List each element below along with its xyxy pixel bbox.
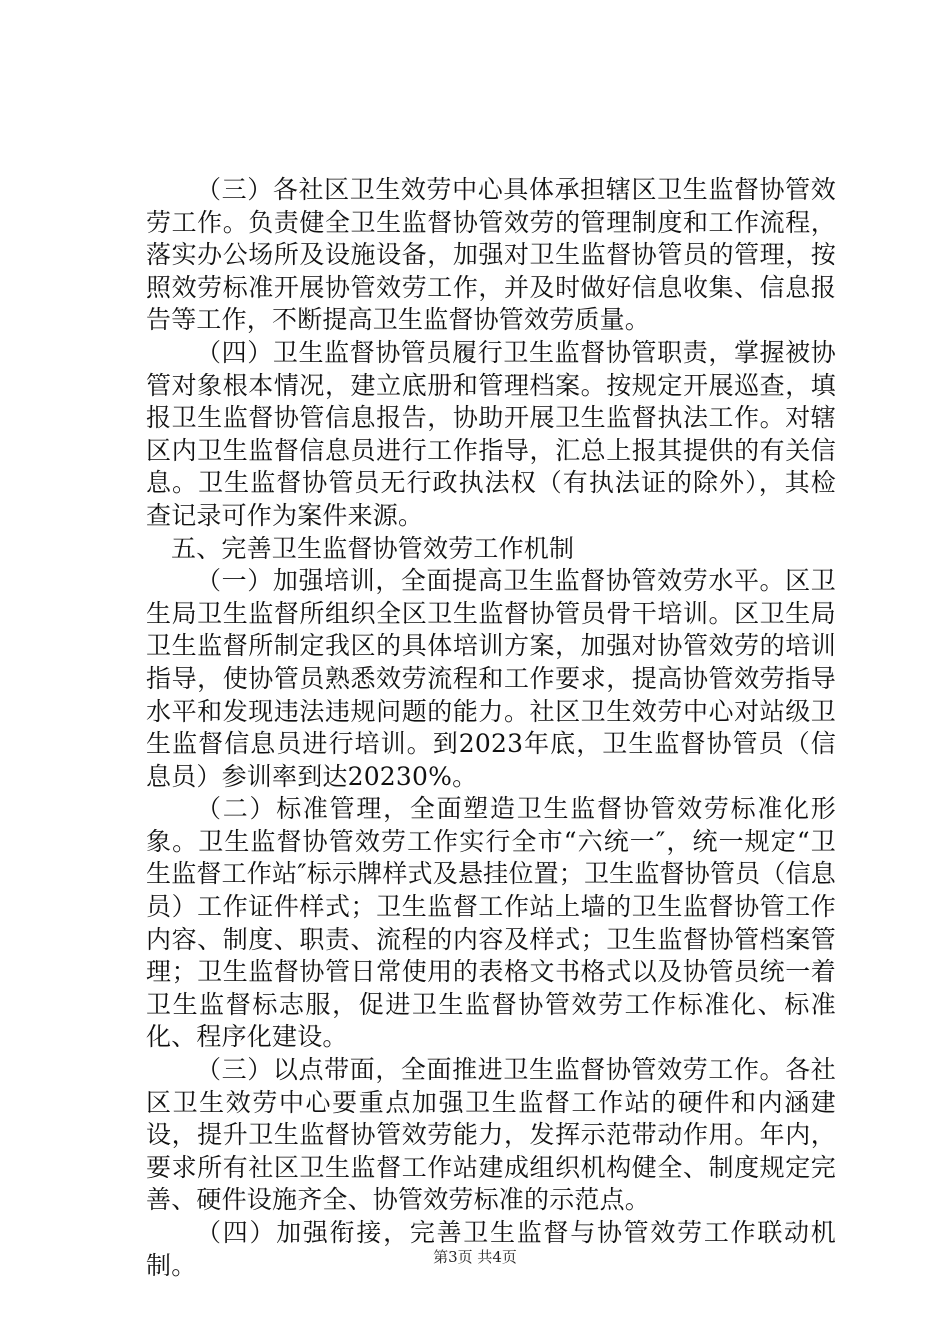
page-footer [0, 1247, 950, 1267]
page-number: 第3页 共4页 [433, 1248, 517, 1266]
paragraph-community-center-duties: （三）各社区卫生效劳中心具体承担辖区卫生监督协管效劳工作。负责健全卫生监督协管效劳的管理制度和工作流程，落实办公场所及设施设备，加强对卫生监督协管员的管理，按照效劳标准开展协管效劳工作，并及时做好信息收集、信息报告等工作，不断提高卫生监督协管效劳质量。 [146, 175, 836, 335]
paragraph-demonstration: （三）以点带面，全面推进卫生监督协管效劳工作。各社区卫生效劳中心要重点加强卫生监督工作站的硬件和内涵建设，提升卫生监督协管效劳能力，发挥示范带动作用。年内，要求所有社区卫生监督工作站建成组织机构健全、制度规定完善、硬件设施齐全、协管效劳标准的示范点。 [146, 1055, 836, 1215]
document-body [146, 174, 836, 1282]
paragraph-supervisor-duties: （四）卫生监督协管员履行卫生监督协管职责，掌握被协管对象根本情况，建立底册和管理档案。按规定开展巡查，填报卫生监督协管信息报告，协助开展卫生监督执法工作。对辖区内卫生监督信息员进行工作指导，汇总上报其提供的有关信息。卫生监督协管员无行政执法权（有执法证的除外），其检查记录可作为案件来源。 [146, 337, 836, 530]
paragraph-standard-management: （二）标准管理，全面塑造卫生监督协管效劳标准化形象。卫生监督协管效劳工作实行全市“六统一″，统一规定“卫生监督工作站″标示牌样式及悬挂位置；卫生监督协管员（信息员）工作证件样式；卫生监督工作站上墙的卫生监督协管工作内容、制度、职责、流程的内容及样式；卫生监督协管档案管理；卫生监督协管日常使用的表格文书格式以及协管员统一着卫生监督标志服，促进卫生监督协管效劳工作标准化、标准化、程序化建设。 [146, 794, 836, 1052]
section-heading-mechanism: 五、完善卫生监督协管效劳工作机制 [171, 533, 575, 563]
paragraph-training: （一）加强培训，全面提高卫生监督协管效劳水平。区卫生局卫生监督所组织全区卫生监督协管员骨干培训。区卫生局卫生监督所制定我区的具体培训方案，加强对协管效劳的培训指导，使协管员熟悉效劳流程和工作要求，提高协管效劳指导水平和发现违法违规问题的能力。社区卫生效劳中心对站级卫生监督信息员进行培训。到2023年底，卫生监督协管员（信息员）参训率到达20230%。 [146, 566, 836, 791]
paragraph-coordination: （四）加强衔接，完善卫生监督与协管效劳工作联动机制。 [146, 1218, 836, 1280]
